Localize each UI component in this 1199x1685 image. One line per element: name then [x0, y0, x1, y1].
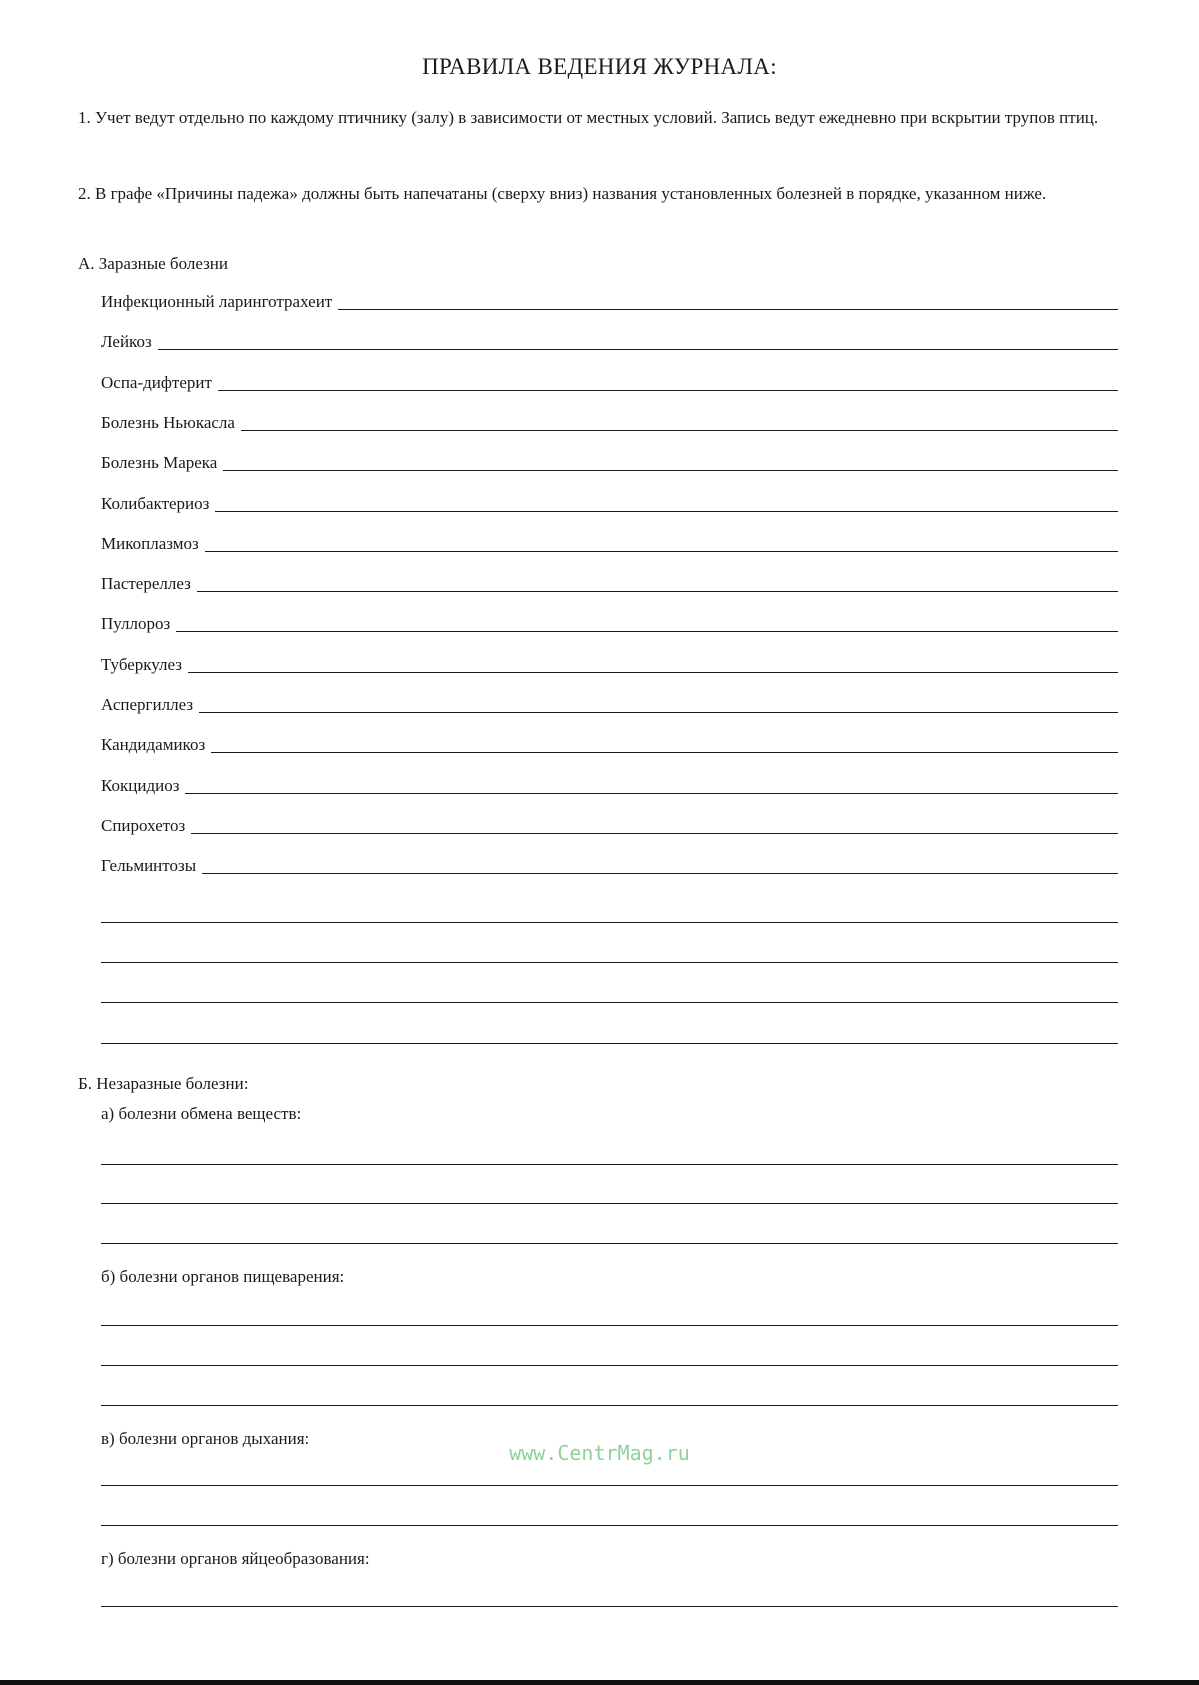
disease-fill-line[interactable] [215, 510, 1118, 512]
disease-label: Болезнь Марека [101, 453, 218, 472]
disease-fill-line[interactable] [199, 711, 1118, 713]
subsection-metabolism: а) болезни обмена веществ: [101, 1104, 302, 1123]
disease-fill-line[interactable] [211, 751, 1118, 753]
disease-fill-line[interactable] [191, 832, 1118, 834]
blank-line[interactable] [101, 1325, 1118, 1326]
disease-row [101, 651, 1118, 675]
disease-fill-line[interactable] [241, 429, 1118, 431]
disease-fill-line[interactable] [185, 792, 1118, 794]
blank-line[interactable] [101, 1365, 1118, 1366]
disease-row [101, 731, 1118, 755]
disease-label: Спирохетоз [101, 816, 186, 835]
blank-line[interactable] [101, 922, 1118, 923]
disease-row [101, 449, 1118, 473]
disease-fill-line[interactable] [218, 389, 1118, 391]
disease-row [101, 409, 1118, 433]
page-title: ПРАВИЛА ВЕДЕНИЯ ЖУРНАЛА: [422, 54, 777, 79]
disease-label: Микоплазмоз [101, 534, 199, 553]
disease-label: Гельминтозы [101, 856, 197, 875]
blank-line[interactable] [101, 1606, 1118, 1607]
disease-row [101, 610, 1118, 634]
disease-label: Кандидамикоз [101, 735, 206, 754]
disease-label: Лейкоз [101, 332, 152, 351]
disease-label: Болезнь Ньюкасла [101, 413, 235, 432]
disease-label: Кокцидиоз [101, 776, 180, 795]
watermark: www.CentrMag.ru [509, 1441, 690, 1465]
blank-line[interactable] [101, 962, 1118, 963]
blank-line[interactable] [101, 1243, 1118, 1244]
disease-label: Аспергиллез [101, 695, 194, 714]
disease-fill-line[interactable] [158, 348, 1118, 350]
blank-line[interactable] [101, 1203, 1118, 1204]
disease-row [101, 369, 1118, 393]
disease-fill-line[interactable] [188, 671, 1118, 673]
disease-fill-line[interactable] [202, 872, 1118, 874]
section-a-heading: А. Заразные болезни [78, 254, 228, 273]
disease-row [101, 490, 1118, 514]
disease-row [101, 288, 1118, 312]
subsection-respiration: в) болезни органов дыхания: [101, 1429, 310, 1448]
disease-label: Туберкулез [101, 655, 183, 674]
disease-label: Оспа-дифтерит [101, 373, 212, 392]
paragraph-1: 1. Учет ведут отдельно по каждому птичнику (залу) в зависимости от местных условий. Запись ведут ежедневно при вскрытии трупов птиц. [78, 108, 1099, 127]
blank-line[interactable] [101, 1485, 1118, 1486]
disease-label: Пуллороз [101, 614, 171, 633]
disease-fill-line[interactable] [205, 550, 1118, 552]
disease-row [101, 691, 1118, 715]
disease-row [101, 570, 1118, 594]
blank-line[interactable] [101, 1164, 1118, 1165]
disease-fill-line[interactable] [223, 469, 1118, 471]
section-b-heading: Б. Незаразные болезни: [78, 1074, 249, 1093]
disease-label: Пастереллез [101, 574, 191, 593]
blank-line[interactable] [101, 1405, 1118, 1406]
disease-fill-line[interactable] [176, 630, 1118, 632]
blank-line[interactable] [101, 1525, 1118, 1526]
subsection-digestion: б) болезни органов пищеварения: [101, 1267, 345, 1286]
blank-line[interactable] [101, 1002, 1118, 1003]
bottom-border [0, 1680, 1199, 1685]
disease-row [101, 812, 1118, 836]
subsection-egg-formation: г) болезни органов яйцеобразования: [101, 1549, 370, 1568]
disease-label: Инфекционный ларинготрахеит [101, 292, 333, 311]
disease-row [101, 530, 1118, 554]
paragraph-2: 2. В графе «Причины падежа» должны быть напечатаны (сверху вниз) названия установленных болезней в порядке, указанном ниже. [78, 184, 1047, 203]
disease-label: Колибактериоз [101, 494, 210, 513]
blank-line[interactable] [101, 1043, 1118, 1044]
disease-fill-line[interactable] [338, 308, 1118, 310]
disease-row [101, 852, 1118, 876]
disease-row [101, 772, 1118, 796]
disease-fill-line[interactable] [197, 590, 1118, 592]
disease-row [101, 328, 1118, 352]
